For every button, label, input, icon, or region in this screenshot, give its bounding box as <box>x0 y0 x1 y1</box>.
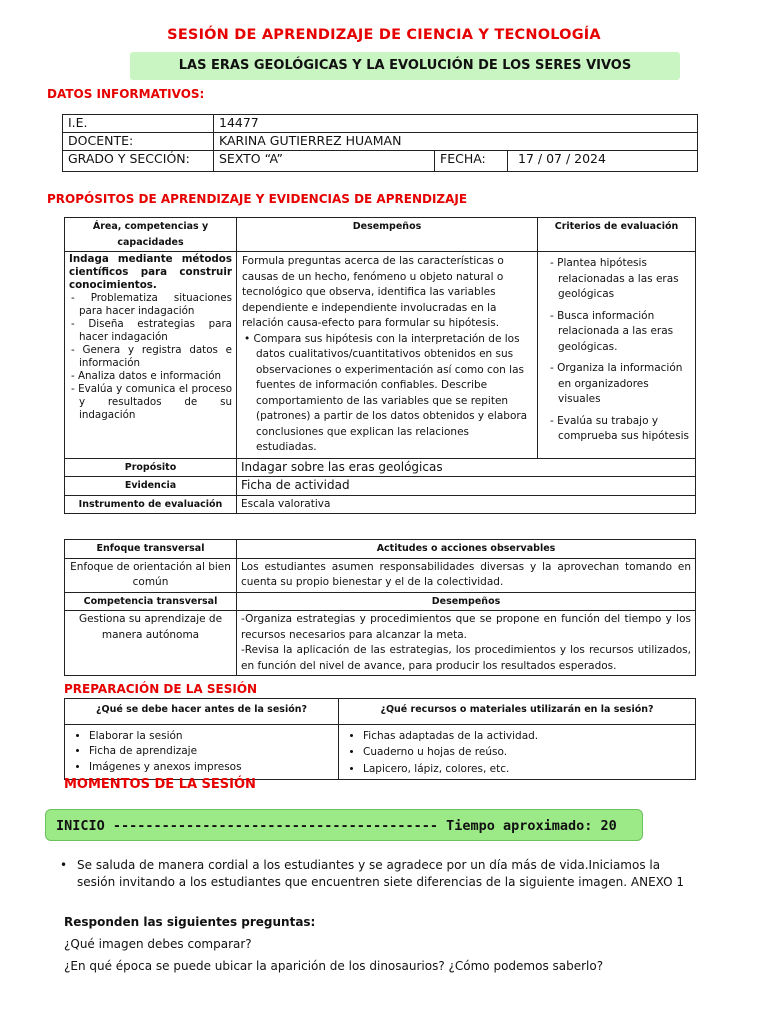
col-enfoque: Enfoque transversal <box>65 540 237 559</box>
enfoque-value: Enfoque de orientación al bien común <box>65 558 237 592</box>
competencia-text: Indaga mediante métodos científicos para construir conocimientos. <box>69 253 232 291</box>
propositos-heading: PROPÓSITOS DE APRENDIZAJE Y EVIDENCIAS DE APRENDIZAJE <box>47 192 468 206</box>
list-item: - Evalúa su trabajo y comprueba sus hipótesis <box>550 414 689 442</box>
list-item: - Diseña estrategias para hacer indagación <box>71 318 232 343</box>
competencia-transversal-label: Competencia transversal <box>65 592 237 611</box>
col-recursos: ¿Qué recursos o materiales utilizarán en la sesión? <box>339 699 696 725</box>
list-item: • Ficha de aprendizaje <box>89 744 334 760</box>
enfoque-table <box>64 539 696 676</box>
antes-list <box>69 729 334 776</box>
area-cell <box>65 252 237 459</box>
list-item: - Genera y registra datos e información <box>71 344 232 369</box>
fecha-value: 17 / 07 / 2024 <box>508 151 698 172</box>
responden-text: Responden las siguientes preguntas: <box>64 915 316 929</box>
criterios-cell <box>538 252 696 459</box>
col-criterios: Criterios de evaluación <box>538 218 696 252</box>
list-item: • Elaborar la sesión <box>89 729 334 745</box>
ie-label: I.E. <box>63 115 214 133</box>
list-item: - Analiza datos e información <box>71 370 222 382</box>
bullet-icon: • <box>60 858 68 872</box>
proposito-value: Indagar sobre las eras geológicas <box>237 458 696 477</box>
saludo-paragraph <box>60 857 700 891</box>
instrumento-value: Escala valorativa <box>237 495 696 514</box>
grado-value: SEXTO “A” <box>214 151 435 172</box>
momentos-heading: MOMENTOS DE LA SESIÓN <box>64 777 256 792</box>
desempeno-1: Formula preguntas acerca de las características o causas de un hecho, fenómeno u objeto natural o tecnológico que observa, identifica las variables dependiente e independiente involucradas en la relación causa-efecto para formular su hipótesis. <box>242 255 504 329</box>
proposito-label: Propósito <box>65 458 237 477</box>
desempenos-value <box>237 611 696 676</box>
preparacion-table <box>64 698 696 780</box>
col-desempenos: Desempeños <box>237 218 538 252</box>
fecha-label: FECHA: <box>435 151 508 172</box>
competencia-transversal-value: Gestiona su aprendizaje de manera autónoma <box>65 611 237 676</box>
recursos-list <box>343 729 691 778</box>
list-item: - Evalúa y comunica el proceso y resultados de su indagación <box>71 383 232 421</box>
desempeno-transversal-1: -Organiza estrategias y procedimientos que se propone en función del tiempo y los recursos necesarios para alcanzar la meta. <box>241 613 691 641</box>
criterios-list <box>548 256 689 445</box>
pregunta-2: ¿En qué época se puede ubicar la aparición de los dinosaurios? ¿Cómo podemos saberlo? <box>64 959 604 973</box>
propositos-table <box>64 217 696 514</box>
recursos-cell <box>339 724 696 780</box>
col-antes: ¿Qué se debe hacer antes de la sesión? <box>65 699 339 725</box>
page-title: SESIÓN DE APRENDIZAJE DE CIENCIA Y TECNOLOGÍA <box>167 27 601 43</box>
docente-label: DOCENTE: <box>63 133 214 151</box>
preparacion-heading: PREPARACIÓN DE LA SESIÓN <box>64 682 258 696</box>
list-item: - Busca información relacionada a las eras geológicas. <box>550 309 674 353</box>
inicio-banner: INICIO ---------------------------------------- Tiempo aproximado: 20 <box>45 809 643 841</box>
actitudes-value: Los estudiantes asumen responsabilidades diversas y la aprovechan tomando en cuenta su propio bienestar y el de la colectividad. <box>237 558 696 592</box>
datos-heading: DATOS INFORMATIVOS: <box>47 87 205 101</box>
col-area: Área, competencias y capacidades <box>65 218 237 252</box>
saludo-text: Se saluda de manera cordial a los estudiantes y se agradece por un día más de vida.Iniciamos la sesión invitando a los estudiantes que encuentren siete diferencias de la siguiente imagen. ANEXO 1 <box>77 858 685 889</box>
list-item: - Problematiza situaciones para hacer indagación <box>71 292 232 317</box>
instrumento-label: Instrumento de evaluación <box>65 495 237 514</box>
desempenos-label: Desempeños <box>237 592 696 611</box>
evidencia-value: Ficha de actividad <box>237 477 696 496</box>
list-item: • Imágenes y anexos impresos <box>89 760 334 776</box>
list-item: • Lapicero, lápiz, colores, etc. <box>363 762 691 778</box>
desempeno-2: • Compara sus hipótesis con la interpretación de los datos cualitativos/cuantitativos obtenidos en sus observaciones o experimentación así como con las fuentes de información confiables. Describe comportamiento de las variables que se repiten (patrones) a partir de los datos obtenidos y elabora conclusiones que explican las relaciones estudiadas. <box>244 332 528 453</box>
page-subtitle: LAS ERAS GEOLÓGICAS Y LA EVOLUCIÓN DE LOS SERES VIVOS <box>130 52 680 80</box>
grado-label: GRADO Y SECCIÓN: <box>63 151 214 172</box>
ie-value: 14477 <box>214 115 698 133</box>
antes-cell <box>65 724 339 780</box>
docente-value: KARINA GUTIERREZ HUAMAN <box>214 133 698 151</box>
list-item: • Fichas adaptadas de la actividad. <box>363 729 691 745</box>
pregunta-1: ¿Qué imagen debes comparar? <box>64 937 252 951</box>
list-item: - Plantea hipótesis relacionadas a las eras geológicas <box>550 257 679 300</box>
desempenos-cell <box>237 252 538 459</box>
desempeno-transversal-2: -Revisa la aplicación de las estrategias, los procedimientos y los recursos utilizados, en función del nivel de avance, para producir los resultados esperados. <box>241 644 691 672</box>
list-item: - Organiza la información en organizadores visuales <box>550 362 683 405</box>
list-item: • Cuaderno u hojas de reúso. <box>363 745 691 761</box>
evidencia-label: Evidencia <box>65 477 237 496</box>
col-actitudes: Actitudes o acciones observables <box>237 540 696 559</box>
capacidades-list <box>69 292 232 422</box>
datos-table <box>62 114 698 172</box>
